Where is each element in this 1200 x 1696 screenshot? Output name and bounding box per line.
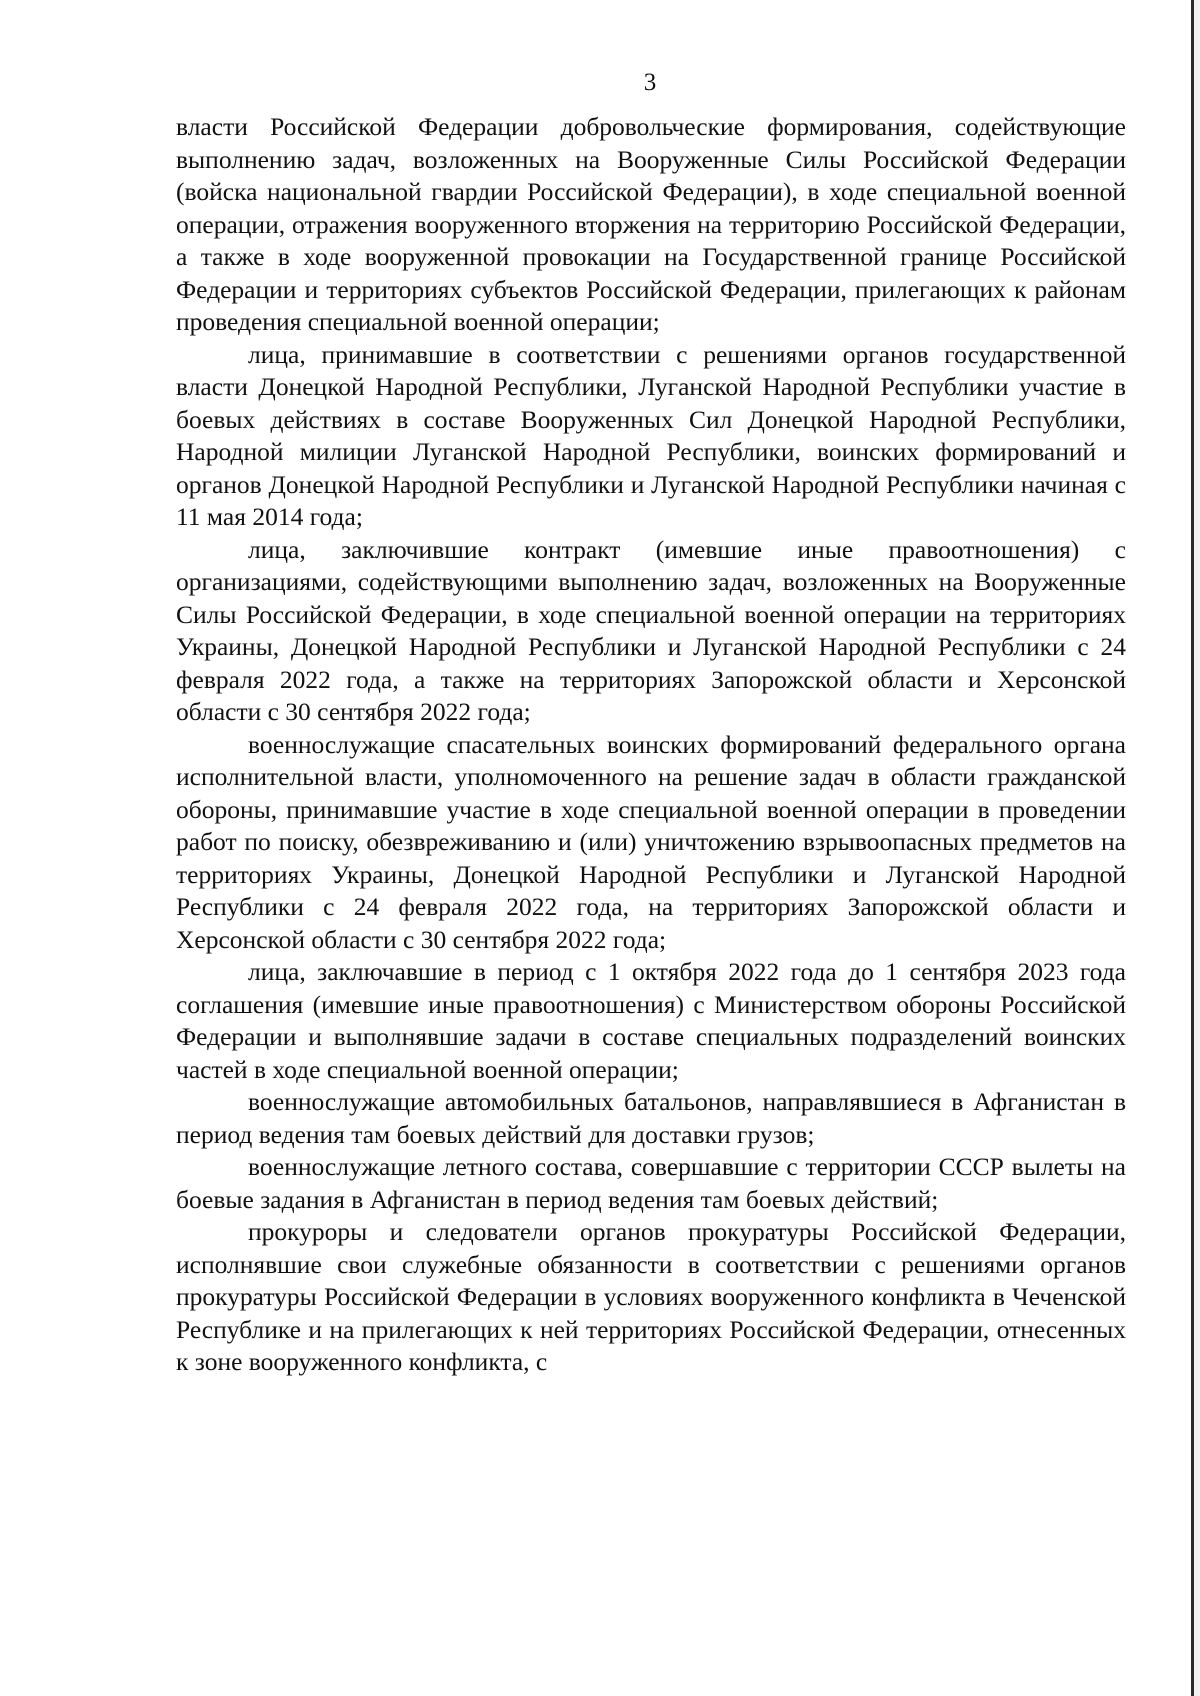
paragraph-volunteer-formations: власти Российской Федерации добровольческие формирования, содействующие выполнению задач, возложенных на Вооруженные Силы Российской Федерации (войска национальной гвардии Российской Федерации), в ходе специальной военной операции, отражения вооруженного вторжения на территорию Российской Федерации, а также в ходе вооруженной провокации на Государственной границе Российской Федерации и территориях субъектов Российской Федерации, прилегающих к районам проведения специальной военной операции; xyxy=(176,112,1126,336)
paragraph-contract-organizations: лица, заключившие контракт (имевшие иные правоотношения) с организациями, содействующими выполнению задач, возложенных на Вооруженные Силы Российской Федерации, в ходе специальной военной операции на территориях Украины, Донецкой Народной Республики и Луганской Народной Республики с 24 февраля 2022 года, а также на территориях Запорожской области и Херсонской области с 30 сентября 2022 года; xyxy=(176,534,1126,726)
page-edge-shadow xyxy=(1194,0,1200,1696)
paragraph-flight-crews: военнослужащие летного состава, совершавшие с территории СССР вылеты на боевые задания в Афганистан в период ведения там боевых действий; xyxy=(176,1152,1126,1214)
paragraph-automobile-battalions: военнослужащие автомобильных батальонов, направлявшиеся в Афганистан в период ведения там боевых действий для доставки грузов; xyxy=(176,1087,1126,1149)
page-number: 3 xyxy=(643,69,657,96)
document-body xyxy=(176,111,1126,1379)
paragraph-dpr-lpr-combatants: лица, принимавшие в соответствии с решениями органов государственной власти Донецкой Народной Республики, Луганской Народной Республики участие в боевых действиях в составе Вооруженных Сил Донецкой Народной Республики, Народной милиции Луганской Народной Республики, воинских формирований и органов Донецкой Народной Республики и Луганской Народной Республики начиная с 11 мая 2014 года; xyxy=(176,339,1126,531)
paragraph-rescue-formations: военнослужащие спасательных воинских формирований федерального органа исполнительной власти, уполномоченного на решение задач в области гражданской обороны, принимавшие участие в ходе специальной военной операции в проведении работ по поиску, обезвреживанию и (или) уничтожению взрывоопасных предметов на территориях Украины, Донецкой Народной Республики и Луганской Народной Республики с 24 февраля 2022 года, на территориях Запорожской области и Херсонской области с 30 сентября 2022 года; xyxy=(176,729,1126,954)
paragraph-special-units-agreements: лица, заключавшие в период с 1 октября 2022 года до 1 сентября 2023 года соглашения (имевшие иные правоотношения) с Министерством обороны Российской Федерации и выполнявшие задачи в составе специальных подразделений воинских частей в ходе специальной военной операции; xyxy=(176,957,1126,1084)
page-edge-line xyxy=(1191,0,1194,1696)
paragraph-prosecutors-investigators: прокуроры и следователи органов прокуратуры Российской Федерации, исполнявшие свои служебные обязанности в соответствии с решениями органов прокуратуры Российской Федерации в условиях вооруженного конфликта в Чеченской Республике и на прилегающих к ней территориях Российской Федерации, отнесенных к зоне вооруженного конфликта, с xyxy=(176,1217,1126,1376)
